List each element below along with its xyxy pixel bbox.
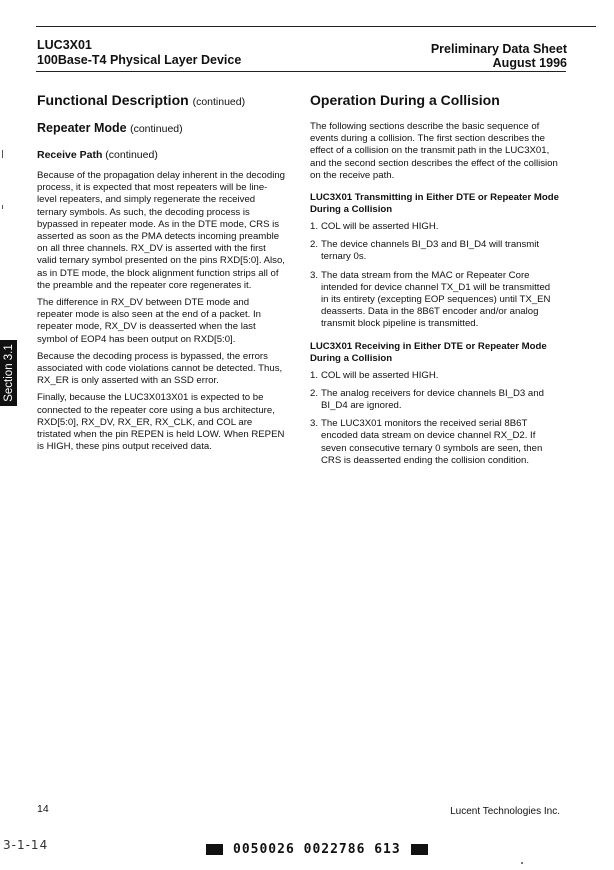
subsection-title-text: Repeater Mode: [37, 121, 127, 135]
margin-mark: [2, 150, 3, 158]
list-item: [310, 221, 560, 233]
list-item-text: The data stream from the MAC or Repeater Core intended for device channel TX_D1 will be transmitted in its entirety (excepting EOP sequences) until TX_EN deasserts. Data in the 8B6T encoder and/or analog transmit block pipeline is transmitted.: [321, 269, 551, 330]
subsection-title: [37, 121, 287, 137]
top-rule: [36, 26, 596, 27]
barcode-block: [206, 844, 223, 855]
subsection-title-continued: (continued): [130, 123, 183, 135]
list-item-number: 3.: [310, 269, 319, 281]
list-item-text: The analog receivers for device channels BI_D3 and BI_D4 are ignored.: [321, 387, 544, 412]
list-item-text: COL will be asserted HIGH.: [321, 221, 439, 233]
list-item-number: 1.: [310, 369, 319, 381]
collision-intro: The following sections describe the basic sequence of events during a collision. The first section describes the effect of a collision on the transmit path in the LUC3X01, and the second section describes the effect of the collision on the receive path.: [310, 121, 558, 181]
handwritten-note: 3-1-14: [3, 838, 49, 852]
subsubsection-title-continued: (continued): [105, 149, 158, 161]
receive-list: [310, 370, 560, 467]
doc-date: August 1996: [492, 56, 567, 70]
section-tab-label: Section 3.1: [2, 344, 15, 402]
collision-title: Operation During a Collision: [310, 92, 500, 108]
list-item: [310, 239, 560, 263]
list-item-text: COL will be asserted HIGH.: [321, 369, 439, 381]
subsubsection-title-text: Receive Path: [37, 149, 103, 161]
section-title-continued: (continued): [192, 96, 246, 108]
list-item: [310, 418, 560, 467]
margin-mark: [2, 205, 3, 209]
left-column: [37, 92, 287, 458]
paragraph: Finally, because the LUC3X013X01 is expected to be connected to the repeater core using a bus architecture, RXD[5:0], RX_DV, RX_ER, RX_CLK, and COL are tristated when the pin REPEN is held LOW. When REPEN is HIGH, these pins output received data.: [37, 392, 285, 453]
scan-speck: [521, 862, 523, 864]
device-name: 100Base-T4 Physical Layer Device: [37, 53, 242, 67]
list-item-number: 1.: [310, 221, 319, 233]
doc-type: Preliminary Data Sheet: [430, 42, 567, 56]
list-item: [310, 370, 560, 382]
barcode: [206, 842, 428, 857]
right-column: [310, 92, 560, 477]
header-right: [431, 42, 567, 70]
list-item: [310, 270, 560, 331]
transmit-heading: LUC3X01 Transmitting in Either DTE or Repeater Mode During a Collision: [310, 192, 559, 216]
barcode-block: [411, 844, 428, 855]
barcode-text: 0050026 0022786 613: [233, 842, 401, 857]
list-item-text: The device channels BI_D3 and BI_D4 will transmit ternary 0s.: [321, 239, 540, 263]
receive-heading: LUC3X01 Receiving in Either DTE or Repeater Mode During a Collision: [310, 340, 547, 364]
paragraph: Because of the propagation delay inherent in the decoding process, it is expected that most repeaters will be line-level repeaters, and simply regenerate the received ternary symbols. As such, the decoding process is bypassed in repeater mode. As in the DTE mode, CRS is asserted as soon as the PMA detects incoming preamble on all three channels. RX_DV is asserted with the first valid ternary symbol presented on the pins RXD[5:0]. Also, as in DTE mode, the block alignment function strips all of the preamble and the repeater core regenerates it.: [37, 170, 286, 291]
paragraph: Because the decoding process is bypassed, the errors associated with code violations cannot be detected. Thus, RX_ER is only asserted with an SSD error.: [37, 350, 283, 387]
list-item-number: 2.: [310, 239, 319, 251]
list-item-text: The LUC3X01 monitors the received serial 8B6T encoded data stream on device channel RX_D2. If seven consecutive ternary 0 symbols are seen, then CRS is deasserted ending the collision condition.: [321, 418, 543, 466]
subsubsection-title: [37, 149, 287, 162]
paragraph: The difference in RX_DV between DTE mode and repeater mode is also seen at the end of a packet. In repeater mode, RX_DV is deasserted when the last symbol of EOP4 has been output on RXD[5:0].: [37, 297, 261, 345]
header-left: [37, 38, 241, 68]
page-number: 14: [37, 803, 49, 815]
header-rule: [36, 71, 566, 72]
company-name: Lucent Technologies Inc.: [450, 806, 560, 817]
transmit-list: [310, 221, 560, 331]
section-title: [37, 92, 287, 111]
list-item-number: 3.: [310, 418, 319, 430]
list-item-number: 2.: [310, 387, 319, 399]
list-item: [310, 388, 560, 412]
section-tab: [0, 340, 17, 406]
section-title-text: Functional Description: [37, 92, 189, 108]
product-name: LUC3X01: [37, 38, 92, 52]
